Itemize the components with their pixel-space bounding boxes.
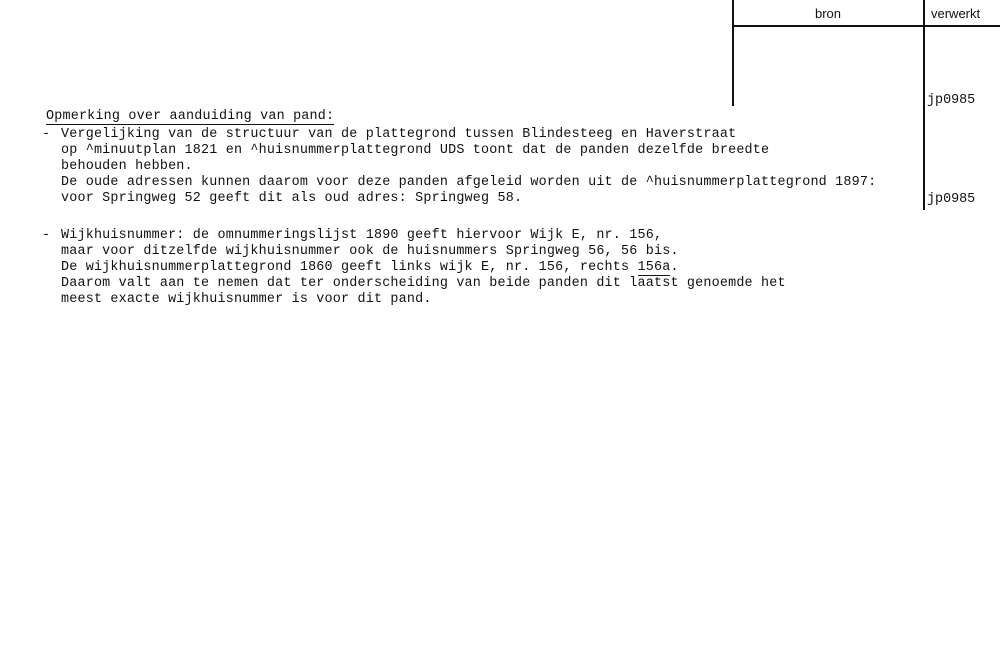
note2-line2: maar voor ditzelfde wijkhuisnummer ook de huisnummers Springweg 56, 56 bis. bbox=[61, 244, 679, 259]
column-divider-left bbox=[732, 0, 734, 106]
underlined-number: 156a bbox=[637, 260, 671, 275]
note2-line4: Daarom valt aan te nemen dat ter onderscheiding van beide panden dit laatst genoemde het bbox=[61, 276, 786, 291]
note1-line1: Vergelijking van de structuur van de plattegrond tussen Blindesteeg en Haverstraat bbox=[61, 127, 737, 142]
note1-line2: op ^minuutplan 1821 en ^huisnummerplattegrond UDS toont dat de panden dezelfde breedte bbox=[61, 143, 770, 158]
bullet-dash-2: - bbox=[42, 228, 51, 243]
section-heading bbox=[46, 109, 334, 125]
column-divider-right bbox=[923, 0, 925, 210]
note2-line3 bbox=[61, 260, 679, 276]
reference-code-2: jp0985 bbox=[927, 192, 976, 207]
note2-line3-pre: De wijkhuisnummerplattegrond 1860 geeft links wijk E, nr. 156, rechts bbox=[61, 260, 638, 275]
note2-line5: meest exacte wijkhuisnummer is voor dit pand. bbox=[61, 292, 432, 307]
column-header-bron: bron bbox=[815, 6, 842, 21]
note2-line3-post: . bbox=[670, 260, 679, 275]
header-rule bbox=[732, 25, 1000, 27]
section-heading-text: Opmerking over aanduiding van pand: bbox=[46, 109, 335, 124]
note1-line4: De oude adressen kunnen daarom voor deze panden afgeleid worden uit de ^huisnummerplattegrond 1897: bbox=[61, 175, 877, 190]
note1-line3: behouden hebben. bbox=[61, 159, 193, 174]
reference-code-1: jp0985 bbox=[927, 93, 976, 108]
bullet-dash-1: - bbox=[42, 127, 51, 142]
column-header-verwerkt: verwerkt bbox=[931, 6, 981, 21]
note1-line5: voor Springweg 52 geeft dit als oud adres: Springweg 58. bbox=[61, 191, 523, 206]
note2-line1: Wijkhuisnummer: de omnummeringslijst 1890 geeft hiervoor Wijk E, nr. 156, bbox=[61, 228, 663, 243]
